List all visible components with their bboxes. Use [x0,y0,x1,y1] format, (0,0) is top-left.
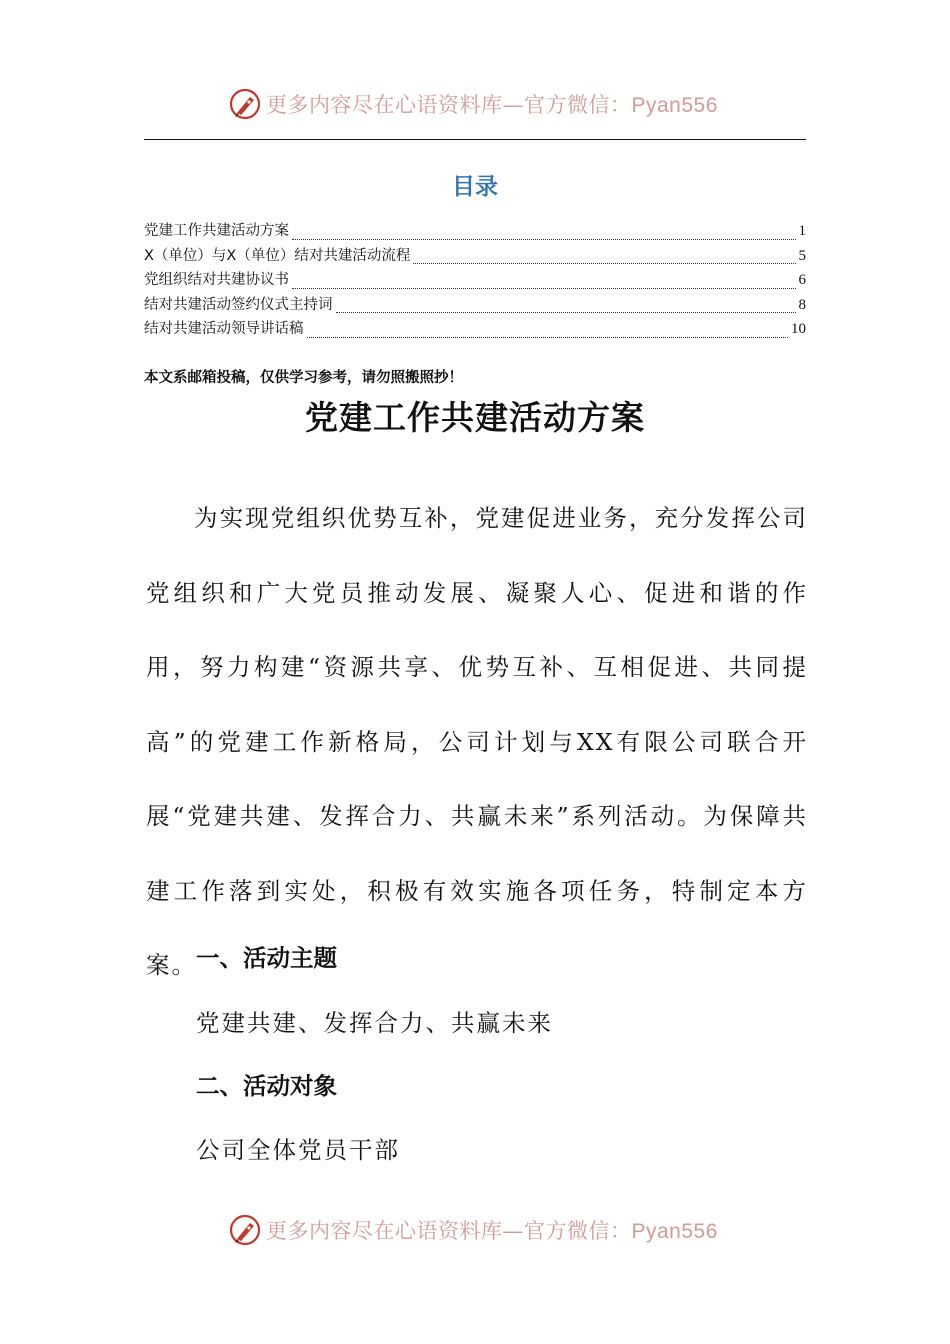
pen-nib-logo-icon [228,87,262,121]
footer-watermark [228,1210,728,1250]
toc-entry[interactable] [144,244,806,269]
section-text: 党建共建、发挥合力、共赢未来 [196,1009,553,1037]
header-divider [144,139,806,140]
wechat-id: Pyan556 [631,1220,718,1243]
toc-entry-page: 8 [798,296,806,313]
toc-leader-dots [292,239,796,240]
watermark-text: 更多内容尽在心语资料库—官方微信：Pyan556 [266,93,718,117]
toc-entry-page: 5 [798,247,806,264]
section-text: 公司全体党员干部 [196,1136,400,1164]
toc-leader-dots [413,263,795,264]
toc-leader-dots [292,288,796,289]
toc-title: 目录 [452,174,498,200]
toc-entry-label: 党组织结对共建协议书 [144,272,289,289]
toc-entry-page: 6 [798,272,806,289]
table-of-contents [144,219,806,342]
toc-entry-label: 结对共建活动领导讲话稿 [144,321,304,338]
intro-paragraph: 为实现党组织优势互补，党建促进业务，充分发挥公司党组织和广大党员推动发展、凝聚人心、促进和谐的作用，努力构建“资源共享、优势互补、互相促进、共同提高”的党建工作新格局，公司计划与XX有限公司联合开展“党建共建、发挥合力、共赢未来”系列活动。为保障共建工作落到实处，积极有效实施各项任务，特制定本方案。 [146,504,808,979]
toc-entry-label: 结对共建活动签约仪式主持词 [144,296,333,313]
watermark-text: 更多内容尽在心语资料库—官方微信：Pyan556 [266,1219,718,1243]
toc-leader-dots [336,312,796,313]
disclaimer-note: 本文系邮箱投稿，仅供学习参考，请勿照搬照抄！ [144,369,463,386]
toc-entry[interactable] [144,317,806,342]
toc-entry-page: 10 [791,321,806,338]
header-watermark [228,84,728,124]
pen-nib-logo-icon [228,1213,262,1247]
toc-entry-label: 党建工作共建活动方案 [144,223,289,239]
toc-entry-page: 1 [798,223,806,239]
section-heading: 二、活动对象 [196,1072,337,1100]
toc-entry[interactable] [144,268,806,293]
toc-entry-label: X（单位）与X（单位）结对共建活动流程 [144,247,411,264]
toc-entry[interactable] [144,219,806,244]
toc-entry[interactable] [144,293,806,318]
wechat-id: Pyan556 [631,94,718,117]
toc-leader-dots [307,337,789,338]
section-heading: 一、活动主题 [196,944,337,972]
document-title: 党建工作共建活动方案 [305,398,645,437]
